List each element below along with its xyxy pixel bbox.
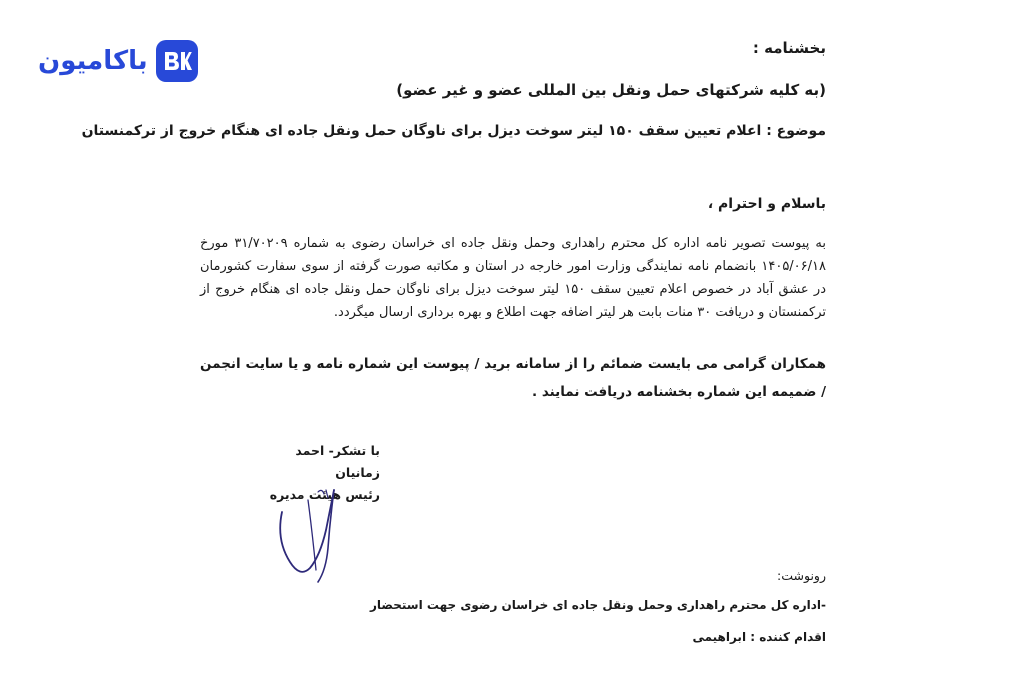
bk-monogram-icon <box>162 50 192 72</box>
letter-salutation: بخشنامه : <box>752 39 826 57</box>
letter-note: همکاران گرامی می بایست ضمائم را از سامانه برید / پیوست این شماره نامه و یا سایت انجمن / ضمیمه این شماره بخشنامه دریافت نمایند . <box>200 356 826 400</box>
logo-text: باکامیون <box>38 46 148 76</box>
cc-item: -اداره کل محترم راهداری وحمل ونقل جاده ای خراسان رضوی جهت استحضار <box>370 598 826 612</box>
action-officer: اقدام کننده : ابراهیمی <box>692 630 826 644</box>
bk-logo-icon <box>156 40 198 82</box>
cc-label: رونوشت: <box>777 568 826 583</box>
letter-recipients: (به کلیه شرکتهای حمل ونقل بین المللی عضو و غیر عضو) <box>396 81 826 99</box>
bakamion-logo <box>38 40 198 82</box>
handwritten-signature <box>268 470 378 588</box>
signatory-title: رئیس هیئت مدیره <box>269 487 380 502</box>
signatory-name: با تشکر- احمد زمانیان <box>295 443 380 480</box>
letter-greeting: باسلام و احترام ، <box>707 196 826 212</box>
letter-body: به پیوست تصویر نامه اداره کل محترم راهداری وحمل ونقل جاده ای خراسان رضوی به شماره ۳۱/۷۰۲۰۹ مورخ ۱۴۰۵/۰۶/۱۸ بانضمام نامه نمایندگی وزارت امور خارجه در استان و مکاتبه صورت گرفته از سوی سفارت کشورمان در عشق آباد در خصوص اعلام تعیین سقف ۱۵۰ لیتر سوخت دیزل برای ناوگان حمل ونقل جاده ای هنگام خروج از ترکمنستان و دریافت ۳۰ منات بابت هر لیتر اضافه جهت اطلاع و بهره برداری ارسال میگردد. <box>200 236 827 320</box>
letter-subject: موضوع : اعلام تعیین سقف ۱۵۰ لیتر سوخت دیزل برای ناوگان حمل ونقل جاده ای هنگام خروج از ترکمنستان <box>81 123 826 139</box>
